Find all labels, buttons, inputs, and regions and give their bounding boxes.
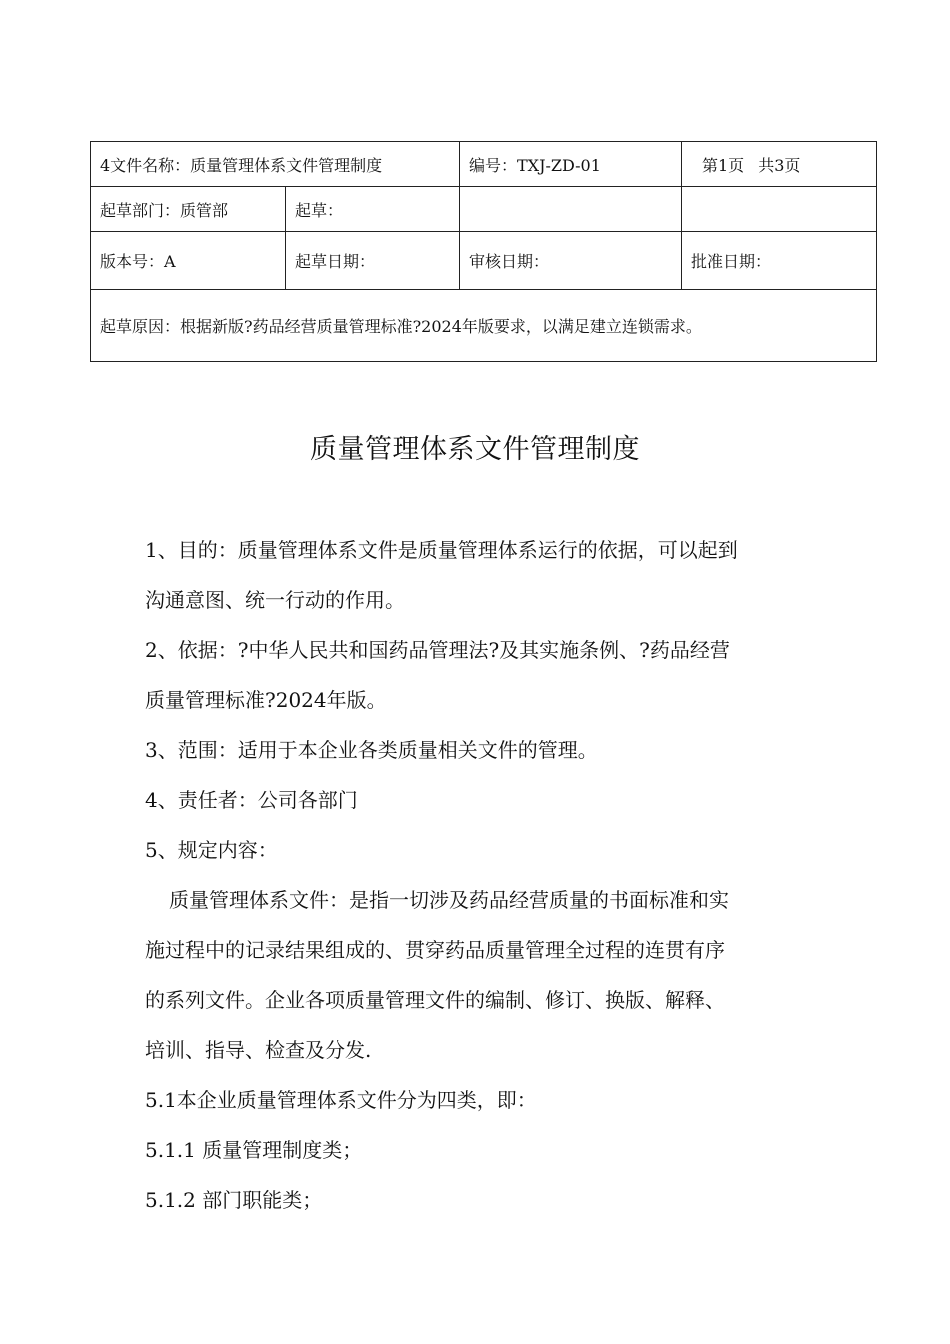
header-row-1 <box>91 142 877 187</box>
body-line: 施过程中的记录结果组成的、贯穿药品质量管理全过程的连贯有序 <box>145 938 725 962</box>
body-line: 的系列文件。企业各项质量管理文件的编制、修订、换版、解释、 <box>145 988 725 1012</box>
body-line: 培训、指导、检查及分发. <box>145 1038 372 1062</box>
body-line: 质量管理体系文件：是指一切涉及药品经营质量的书面标准和实 <box>169 888 729 912</box>
body-line: 5.1本企业质量管理体系文件分为四类，即： <box>145 1088 537 1112</box>
header-row-2 <box>91 187 877 232</box>
draft-dept-cell: 起草部门：质管部 <box>91 187 286 232</box>
drafter-cell: 起草： <box>286 187 460 232</box>
body-line: 4、责任者：公司各部门 <box>145 788 358 812</box>
body-line: 2、依据：?中华人民共和国药品管理法?及其实施条例、?药品经营 <box>145 638 730 662</box>
empty-cell-1 <box>460 187 682 232</box>
body-line: 沟通意图、统一行动的作用。 <box>145 588 405 612</box>
draft-reason-cell: 起草原因：根据新版?药品经营质量管理标准?2024年版要求，以满足建立连锁需求。 <box>91 290 877 362</box>
page-current: 第1页 <box>702 155 745 175</box>
empty-cell-2 <box>682 187 877 232</box>
file-name-cell: 4文件名称：质量管理体系文件管理制度 <box>91 142 460 187</box>
body-line: 5.1.1 质量管理制度类； <box>145 1138 363 1162</box>
header-row-3 <box>91 232 877 290</box>
page-total: 共3页 <box>758 155 801 175</box>
review-date-cell: 审核日期： <box>460 232 682 290</box>
doc-number-cell: 编号：TXJ-ZD-01 <box>460 142 682 187</box>
body-line: 1、目的：质量管理体系文件是质量管理体系运行的依据，可以起到 <box>145 538 738 562</box>
body-line: 3、范围：适用于本企业各类质量相关文件的管理。 <box>145 738 598 762</box>
body-line: 5、规定内容： <box>145 838 278 862</box>
draft-date-cell: 起草日期： <box>286 232 460 290</box>
document-title: 质量管理体系文件管理制度 <box>310 434 640 465</box>
page-info-cell <box>682 142 877 187</box>
body-line: 5.1.2 部门职能类； <box>145 1188 323 1212</box>
document-body <box>145 525 825 1225</box>
body-line: 质量管理标准?2024年版。 <box>145 688 387 712</box>
approve-date-cell: 批准日期： <box>682 232 877 290</box>
version-cell: 版本号：A <box>91 232 286 290</box>
document-header-table <box>90 141 877 362</box>
header-row-4 <box>91 290 877 362</box>
